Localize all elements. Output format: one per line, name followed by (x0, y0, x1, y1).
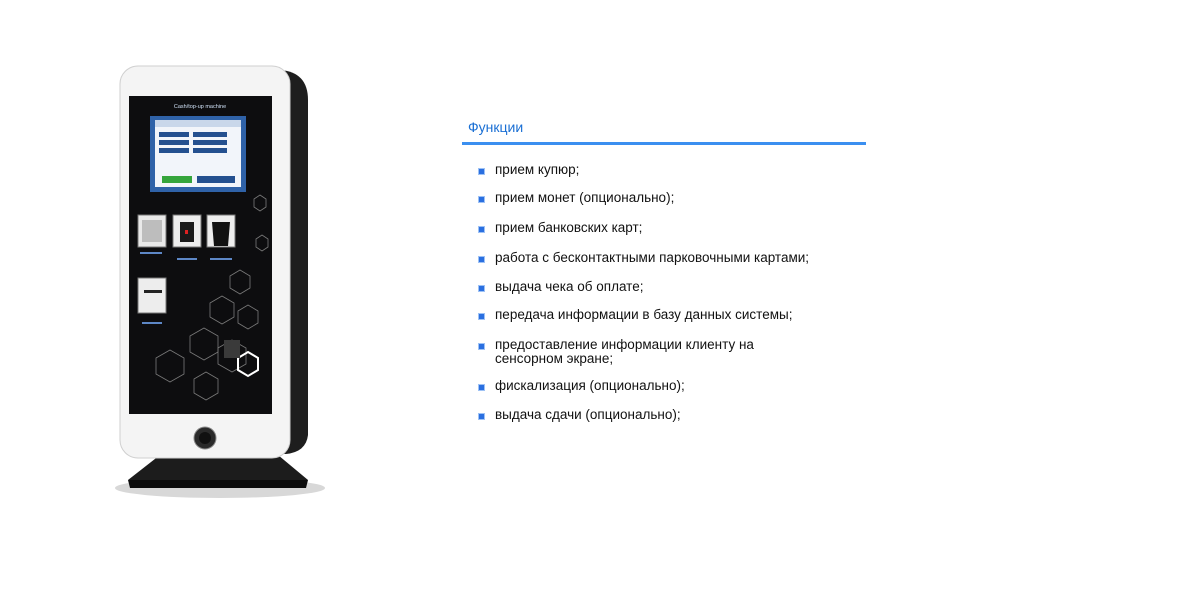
feature-text: выдача чека об оплате; (495, 279, 644, 294)
list-item (462, 191, 866, 205)
square-bullet-icon (478, 413, 485, 420)
list-item (462, 221, 866, 235)
feature-text: предоставление информации клиенту на сенсорном экране; (495, 337, 754, 366)
feature-text: фискализация (опционально); (495, 378, 685, 393)
features-section (462, 110, 866, 422)
feature-text: выдача сдачи (опционально); (495, 407, 681, 422)
list-item (462, 408, 866, 422)
feature-text: прием монет (опционально); (495, 190, 675, 205)
feature-text: работа с бесконтактными парковочными картами; (495, 250, 810, 265)
list-item (462, 280, 866, 294)
list-item (462, 379, 866, 393)
features-list (462, 163, 866, 422)
kiosk-illustration (100, 60, 340, 500)
feature-text: прием банковских карт; (495, 220, 643, 235)
feature-text: передача информации в базу данных системы; (495, 307, 793, 322)
feature-text: прием купюр; (495, 162, 580, 177)
square-bullet-icon (478, 384, 485, 391)
square-bullet-icon (478, 256, 485, 263)
list-item (462, 338, 795, 366)
list-item (462, 251, 866, 265)
square-bullet-icon (478, 196, 485, 203)
list-item (462, 163, 866, 177)
kiosk-screen-title: Cash/top-up machine (173, 104, 227, 110)
features-title: Функции (462, 110, 866, 145)
square-bullet-icon (478, 313, 485, 320)
square-bullet-icon (478, 343, 485, 350)
square-bullet-icon (478, 226, 485, 233)
square-bullet-icon (478, 285, 485, 292)
square-bullet-icon (478, 168, 485, 175)
list-item (462, 308, 866, 322)
